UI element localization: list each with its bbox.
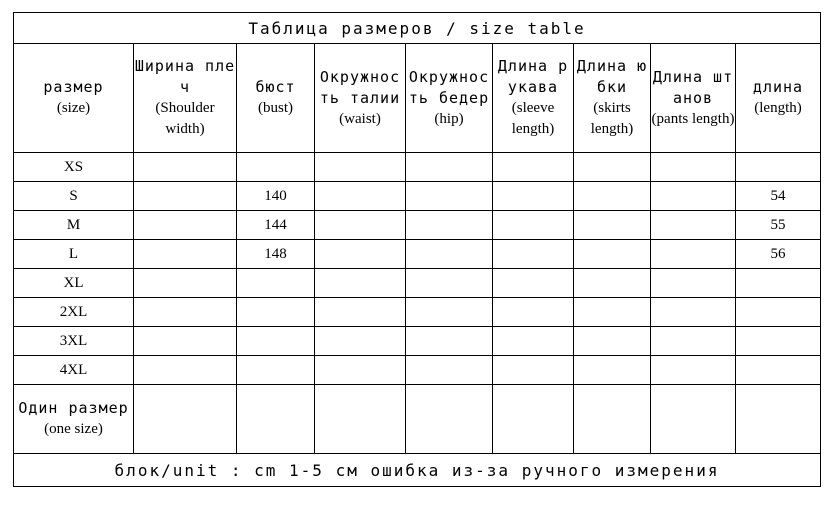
table-cell: 144 [237, 211, 315, 240]
table-cell [736, 153, 821, 182]
table-cell [574, 153, 651, 182]
column-header-en: (hip) [434, 110, 464, 127]
table-cell [134, 240, 237, 269]
table-row [14, 182, 821, 211]
size-label-cell: XS [14, 153, 134, 182]
table-cell [315, 153, 406, 182]
column-header-en: (Shoulder width) [155, 100, 215, 137]
size-label-cell: 4XL [14, 356, 134, 385]
table-cell [736, 385, 821, 454]
table-row [14, 240, 821, 269]
table-cell [406, 153, 493, 182]
table-cell [134, 269, 237, 298]
table-cell [736, 298, 821, 327]
table-cell [315, 356, 406, 385]
table-cell [493, 269, 574, 298]
column-header-en: (waist) [339, 110, 381, 127]
table-cell [574, 269, 651, 298]
column-header-en: (bust) [258, 100, 293, 116]
table-cell [493, 298, 574, 327]
table-cell [134, 385, 237, 454]
table-cell [134, 356, 237, 385]
table-cell [406, 240, 493, 269]
size-label-cell: 3XL [14, 327, 134, 356]
table-cell [406, 298, 493, 327]
table-cell [574, 298, 651, 327]
column-header-en: (skirts length) [590, 100, 634, 137]
table-cell [493, 153, 574, 182]
table-cell [651, 356, 736, 385]
table-cell [493, 211, 574, 240]
table-row [14, 327, 821, 356]
column-header-ru: длина [752, 78, 804, 96]
table-cell: 140 [237, 182, 315, 211]
column-header-1 [134, 44, 237, 153]
column-header-en: (length) [754, 100, 802, 116]
table-cell [574, 240, 651, 269]
table-cell [406, 211, 493, 240]
table-cell [574, 182, 651, 211]
table-cell: 56 [736, 240, 821, 269]
column-header-0 [14, 44, 134, 153]
table-cell [237, 153, 315, 182]
table-row [14, 153, 821, 182]
table-cell: 54 [736, 182, 821, 211]
table-cell [651, 327, 736, 356]
column-header-3 [315, 44, 406, 153]
column-header-6 [574, 44, 651, 153]
table-cell [651, 269, 736, 298]
column-header-ru: Длина юбки [576, 57, 648, 96]
table-cell [651, 153, 736, 182]
table-cell [406, 385, 493, 454]
table-cell [493, 356, 574, 385]
table-cell [651, 298, 736, 327]
column-header-ru: Длина рукава [497, 57, 569, 96]
table-row [14, 211, 821, 240]
size-label-cell: M [14, 211, 134, 240]
table-cell [406, 269, 493, 298]
table-cell [315, 182, 406, 211]
size-label-cell: 2XL [14, 298, 134, 327]
table-cell: 55 [736, 211, 821, 240]
table-cell [134, 153, 237, 182]
column-header-2 [237, 44, 315, 153]
table-cell [574, 356, 651, 385]
table-cell [315, 240, 406, 269]
size-table-container [13, 12, 821, 487]
table-cell [134, 327, 237, 356]
table-row-one-size [14, 385, 821, 454]
table-cell [315, 269, 406, 298]
header-row [14, 44, 821, 153]
table-cell [651, 240, 736, 269]
table-cell [315, 298, 406, 327]
column-header-5 [493, 44, 574, 153]
table-cell [493, 385, 574, 454]
table-cell [406, 327, 493, 356]
column-header-ru: размер [43, 78, 104, 96]
table-cell [736, 356, 821, 385]
table-title: Таблица размеров / size table [14, 13, 821, 44]
size-label-cell: XL [14, 269, 134, 298]
table-row [14, 298, 821, 327]
column-header-en: (size) [56, 100, 91, 116]
column-header-8 [736, 44, 821, 153]
table-cell [574, 385, 651, 454]
table-cell [651, 182, 736, 211]
table-cell [406, 356, 493, 385]
table-cell [651, 211, 736, 240]
column-header-ru: Окружность талии [319, 67, 401, 107]
table-cell [315, 211, 406, 240]
size-label-cell: S [14, 182, 134, 211]
table-cell [237, 327, 315, 356]
column-header-ru: Ширина плеч [134, 57, 236, 96]
table-cell [574, 211, 651, 240]
table-cell [134, 182, 237, 211]
table-row [14, 356, 821, 385]
table-cell [493, 327, 574, 356]
column-header-ru: бюст [255, 78, 296, 96]
column-header-en: (pants length) [651, 110, 735, 127]
one-size-label-cell [14, 385, 134, 454]
table-cell [237, 356, 315, 385]
column-header-7 [651, 44, 736, 153]
table-cell [736, 327, 821, 356]
table-cell [134, 298, 237, 327]
table-cell [237, 385, 315, 454]
one-size-label-en: (one size) [44, 421, 103, 437]
table-cell [237, 298, 315, 327]
column-header-ru: Окружность бедер [408, 67, 490, 107]
size-label-cell: L [14, 240, 134, 269]
table-cell [406, 182, 493, 211]
table-cell: 148 [237, 240, 315, 269]
table-cell [651, 385, 736, 454]
table-cell [736, 269, 821, 298]
column-header-ru: Длина штанов [652, 67, 734, 107]
table-cell [493, 240, 574, 269]
table-cell [315, 327, 406, 356]
table-cell [237, 269, 315, 298]
size-table [13, 12, 821, 487]
table-cell [315, 385, 406, 454]
one-size-label-ru: Один размер [18, 399, 129, 417]
column-header-4 [406, 44, 493, 153]
table-cell [493, 182, 574, 211]
table-cell [134, 211, 237, 240]
table-row [14, 269, 821, 298]
table-footer-note: блок/unit : cm 1-5 см ошибка из-за ручного измерения [14, 454, 821, 487]
column-header-en: (sleeve length) [511, 100, 555, 137]
table-cell [574, 327, 651, 356]
